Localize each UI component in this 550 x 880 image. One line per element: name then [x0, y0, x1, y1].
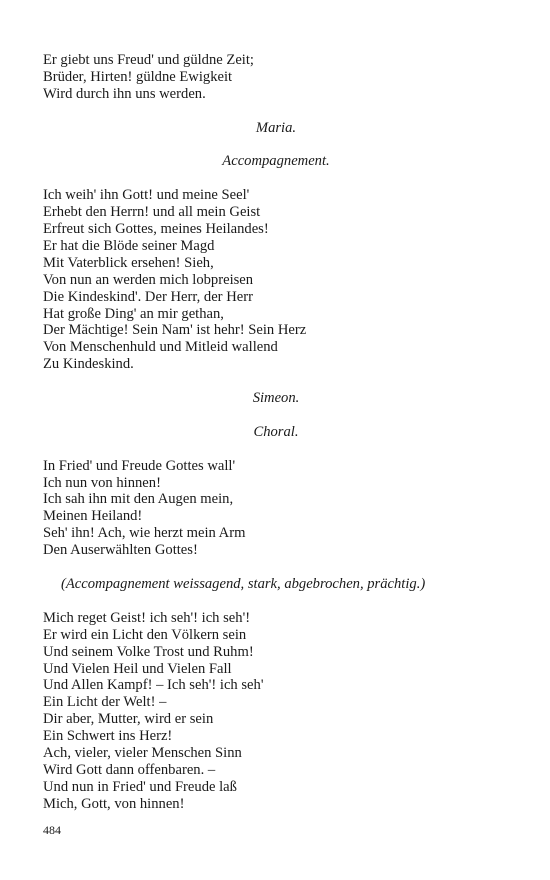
speaker-heading-maria: Maria.: [255, 119, 297, 136]
verse-line: Die Kindeskind'. Der Herr, der Herr: [43, 288, 253, 305]
verse-line: Mich reget Geist! ich seh'! ich seh'!: [43, 609, 251, 626]
verse-line: In Fried' und Freude Gottes wall': [43, 457, 236, 474]
verse-line: Seh' ihn! Ach, wie herzt mein Arm: [43, 525, 246, 542]
verse-line: Mit Vaterblick ersehen! Sieh,: [43, 254, 214, 271]
verse-line: Ich nun von hinnen!: [43, 474, 161, 491]
verse-line: Der Mächtige! Sein Nam' ist hehr! Sein Herz: [43, 322, 307, 339]
verse-line: Und nun in Fried' und Freude laß: [43, 778, 237, 795]
verse-line: Von nun an werden mich lobpreisen: [43, 271, 254, 288]
verse-line: Er hat die Blöde seiner Magd: [43, 237, 215, 254]
verse-line: Wird Gott dann offenbaren. –: [43, 761, 216, 778]
verse-line: Und seinem Volke Trost und Ruhm!: [43, 643, 254, 660]
verse-line: Und Vielen Heil und Vielen Fall: [43, 660, 232, 677]
stanza-4: [43, 610, 509, 813]
verse-line: Ich sah ihn mit den Augen mein,: [43, 491, 234, 508]
verse-line: Er wird ein Licht den Völkern sein: [43, 626, 247, 643]
stage-direction: (Accompagnement weissagend, stark, abgebrochen, prächtig.): [61, 575, 426, 592]
verse-line: Hat große Ding' an mir gethan,: [43, 305, 224, 322]
verse-line: Von Menschenhuld und Mitleid wallend: [43, 339, 278, 356]
verse-line: Ein Schwert ins Herz!: [43, 728, 173, 745]
verse-line: Brüder, Hirten! güldne Ewigkeit: [43, 68, 233, 85]
verse-line: Und Allen Kampf! – Ich seh'! ich seh': [43, 677, 264, 694]
verse-line: Er giebt uns Freud' und güldne Zeit;: [43, 52, 254, 68]
section-heading-choral: Choral.: [253, 423, 299, 440]
verse-line: Erhebt den Herrn! und all mein Geist: [43, 204, 261, 221]
stanza-2: [43, 187, 509, 373]
verse-line: Zu Kindeskind.: [43, 356, 134, 373]
verse-line: Den Auserwählten Gottes!: [43, 542, 198, 559]
verse-line: Wird durch ihn uns werden.: [43, 85, 206, 102]
page-number: 484: [43, 823, 61, 837]
page-body: [43, 52, 509, 813]
verse-line: Erfreut sich Gottes, meines Heilandes!: [43, 221, 269, 238]
speaker-heading-simeon: Simeon.: [252, 390, 300, 407]
section-heading-accompagnement: Accompagnement.: [222, 153, 330, 170]
verse-line: Ein Licht der Welt! –: [43, 694, 167, 711]
verse-line: Dir aber, Mutter, wird er sein: [43, 711, 214, 728]
verse-line: Ich weih' ihn Gott! und meine Seel': [43, 187, 250, 204]
verse-line: Ach, vieler, vieler Menschen Sinn: [43, 745, 242, 762]
verse-line: Meinen Heiland!: [43, 508, 143, 525]
verse-line: Mich, Gott, von hinnen!: [43, 795, 185, 812]
stanza-1: [43, 52, 509, 103]
stanza-3: [43, 458, 509, 559]
